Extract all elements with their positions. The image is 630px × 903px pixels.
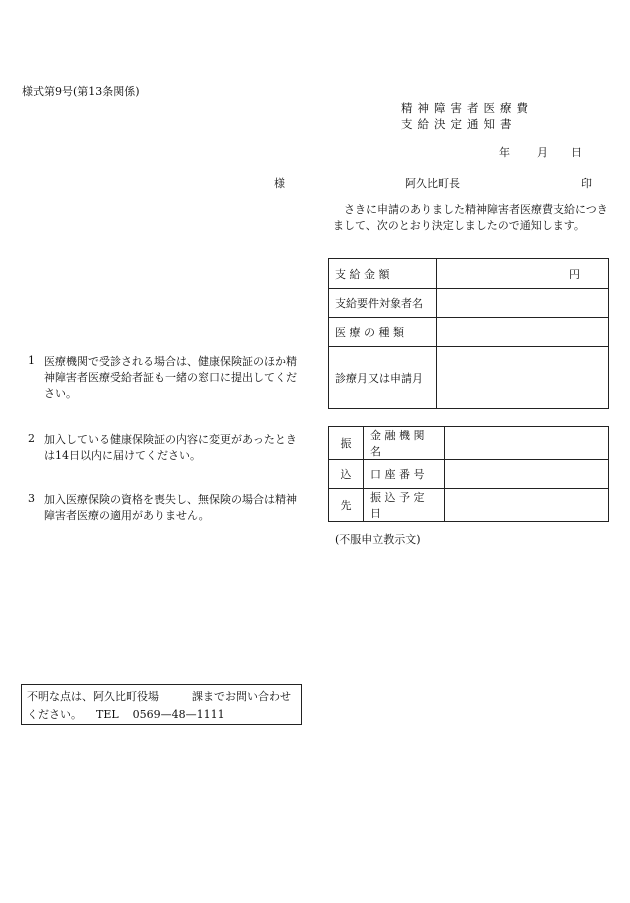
- transfer-group-char-3: 先: [329, 489, 364, 522]
- note-number-2: 2: [28, 432, 35, 445]
- issuer-name: 阿久比町長: [405, 177, 460, 190]
- objection-note: (不服申立教示文): [335, 533, 421, 546]
- note-number-1: 1: [28, 354, 35, 367]
- treatment-month-value: [437, 347, 609, 409]
- transfer-group-char-2: 込: [329, 460, 364, 489]
- note-text-3: 加入医療保険の資格を喪失し、無保険の場合は精神障害者医療の適用がありません。: [44, 493, 297, 522]
- note-text-2: 加入している健康保険証の内容に変更があったときは14日以内に届けてください。: [44, 433, 297, 462]
- title-line-1: 精神障害者医療費: [401, 101, 533, 115]
- tel-number: 0569—48—1111: [132, 708, 225, 721]
- addressee-suffix: 様: [274, 177, 285, 190]
- transfer-date-label: 振 込 予 定 日: [364, 489, 445, 522]
- transfer-table: [328, 426, 609, 522]
- table-row: [329, 347, 609, 409]
- contact-box: [21, 684, 302, 725]
- date-year: 年: [499, 146, 510, 159]
- table-row: [329, 289, 609, 318]
- table-row: [329, 460, 609, 489]
- table-row: [329, 259, 609, 289]
- bank-name-value: [445, 427, 609, 460]
- date-month: 月: [537, 146, 548, 159]
- account-number-value: [445, 460, 609, 489]
- form-number: 様式第9号(第13条関係): [22, 85, 140, 98]
- seal-mark: 印: [581, 177, 592, 190]
- transfer-date-value: [445, 489, 609, 522]
- table-row: [329, 318, 609, 347]
- table-row: [329, 489, 609, 522]
- note-text-1: 医療機関で受診される場合は、健康保険証のほか精神障害者医療受給者証も一緒の窓口に提出してください。: [44, 355, 297, 400]
- contact-text: 不明な点は、阿久比町役場 課までお問い合わせください。: [27, 690, 291, 721]
- transfer-group-char-1: 振: [329, 427, 364, 460]
- table-row: [329, 427, 609, 460]
- title-line-2: 支給決定通知書: [401, 117, 517, 131]
- bank-name-label: 金 融 機 関 名: [364, 427, 445, 460]
- payment-table: [328, 258, 609, 409]
- treatment-month-label: 診療月又は申請月: [329, 347, 437, 409]
- intro-text: さきに申請のありました精神障害者医療費支給につきまして、次のとおり決定しましたので通知します。: [333, 203, 608, 232]
- date-day: 日: [571, 146, 582, 159]
- payment-amount-value: 円: [437, 259, 609, 289]
- payment-amount-label: 支 給 金 額: [329, 259, 437, 289]
- treatment-type-value: [437, 318, 609, 347]
- note-number-3: 3: [28, 492, 35, 505]
- treatment-type-label: 医 療 の 種 類: [329, 318, 437, 347]
- beneficiary-name-value: [437, 289, 609, 318]
- account-number-label: 口 座 番 号: [364, 460, 445, 489]
- beneficiary-name-label: 支給要件対象者名: [329, 289, 437, 318]
- tel-label: TEL: [96, 708, 119, 721]
